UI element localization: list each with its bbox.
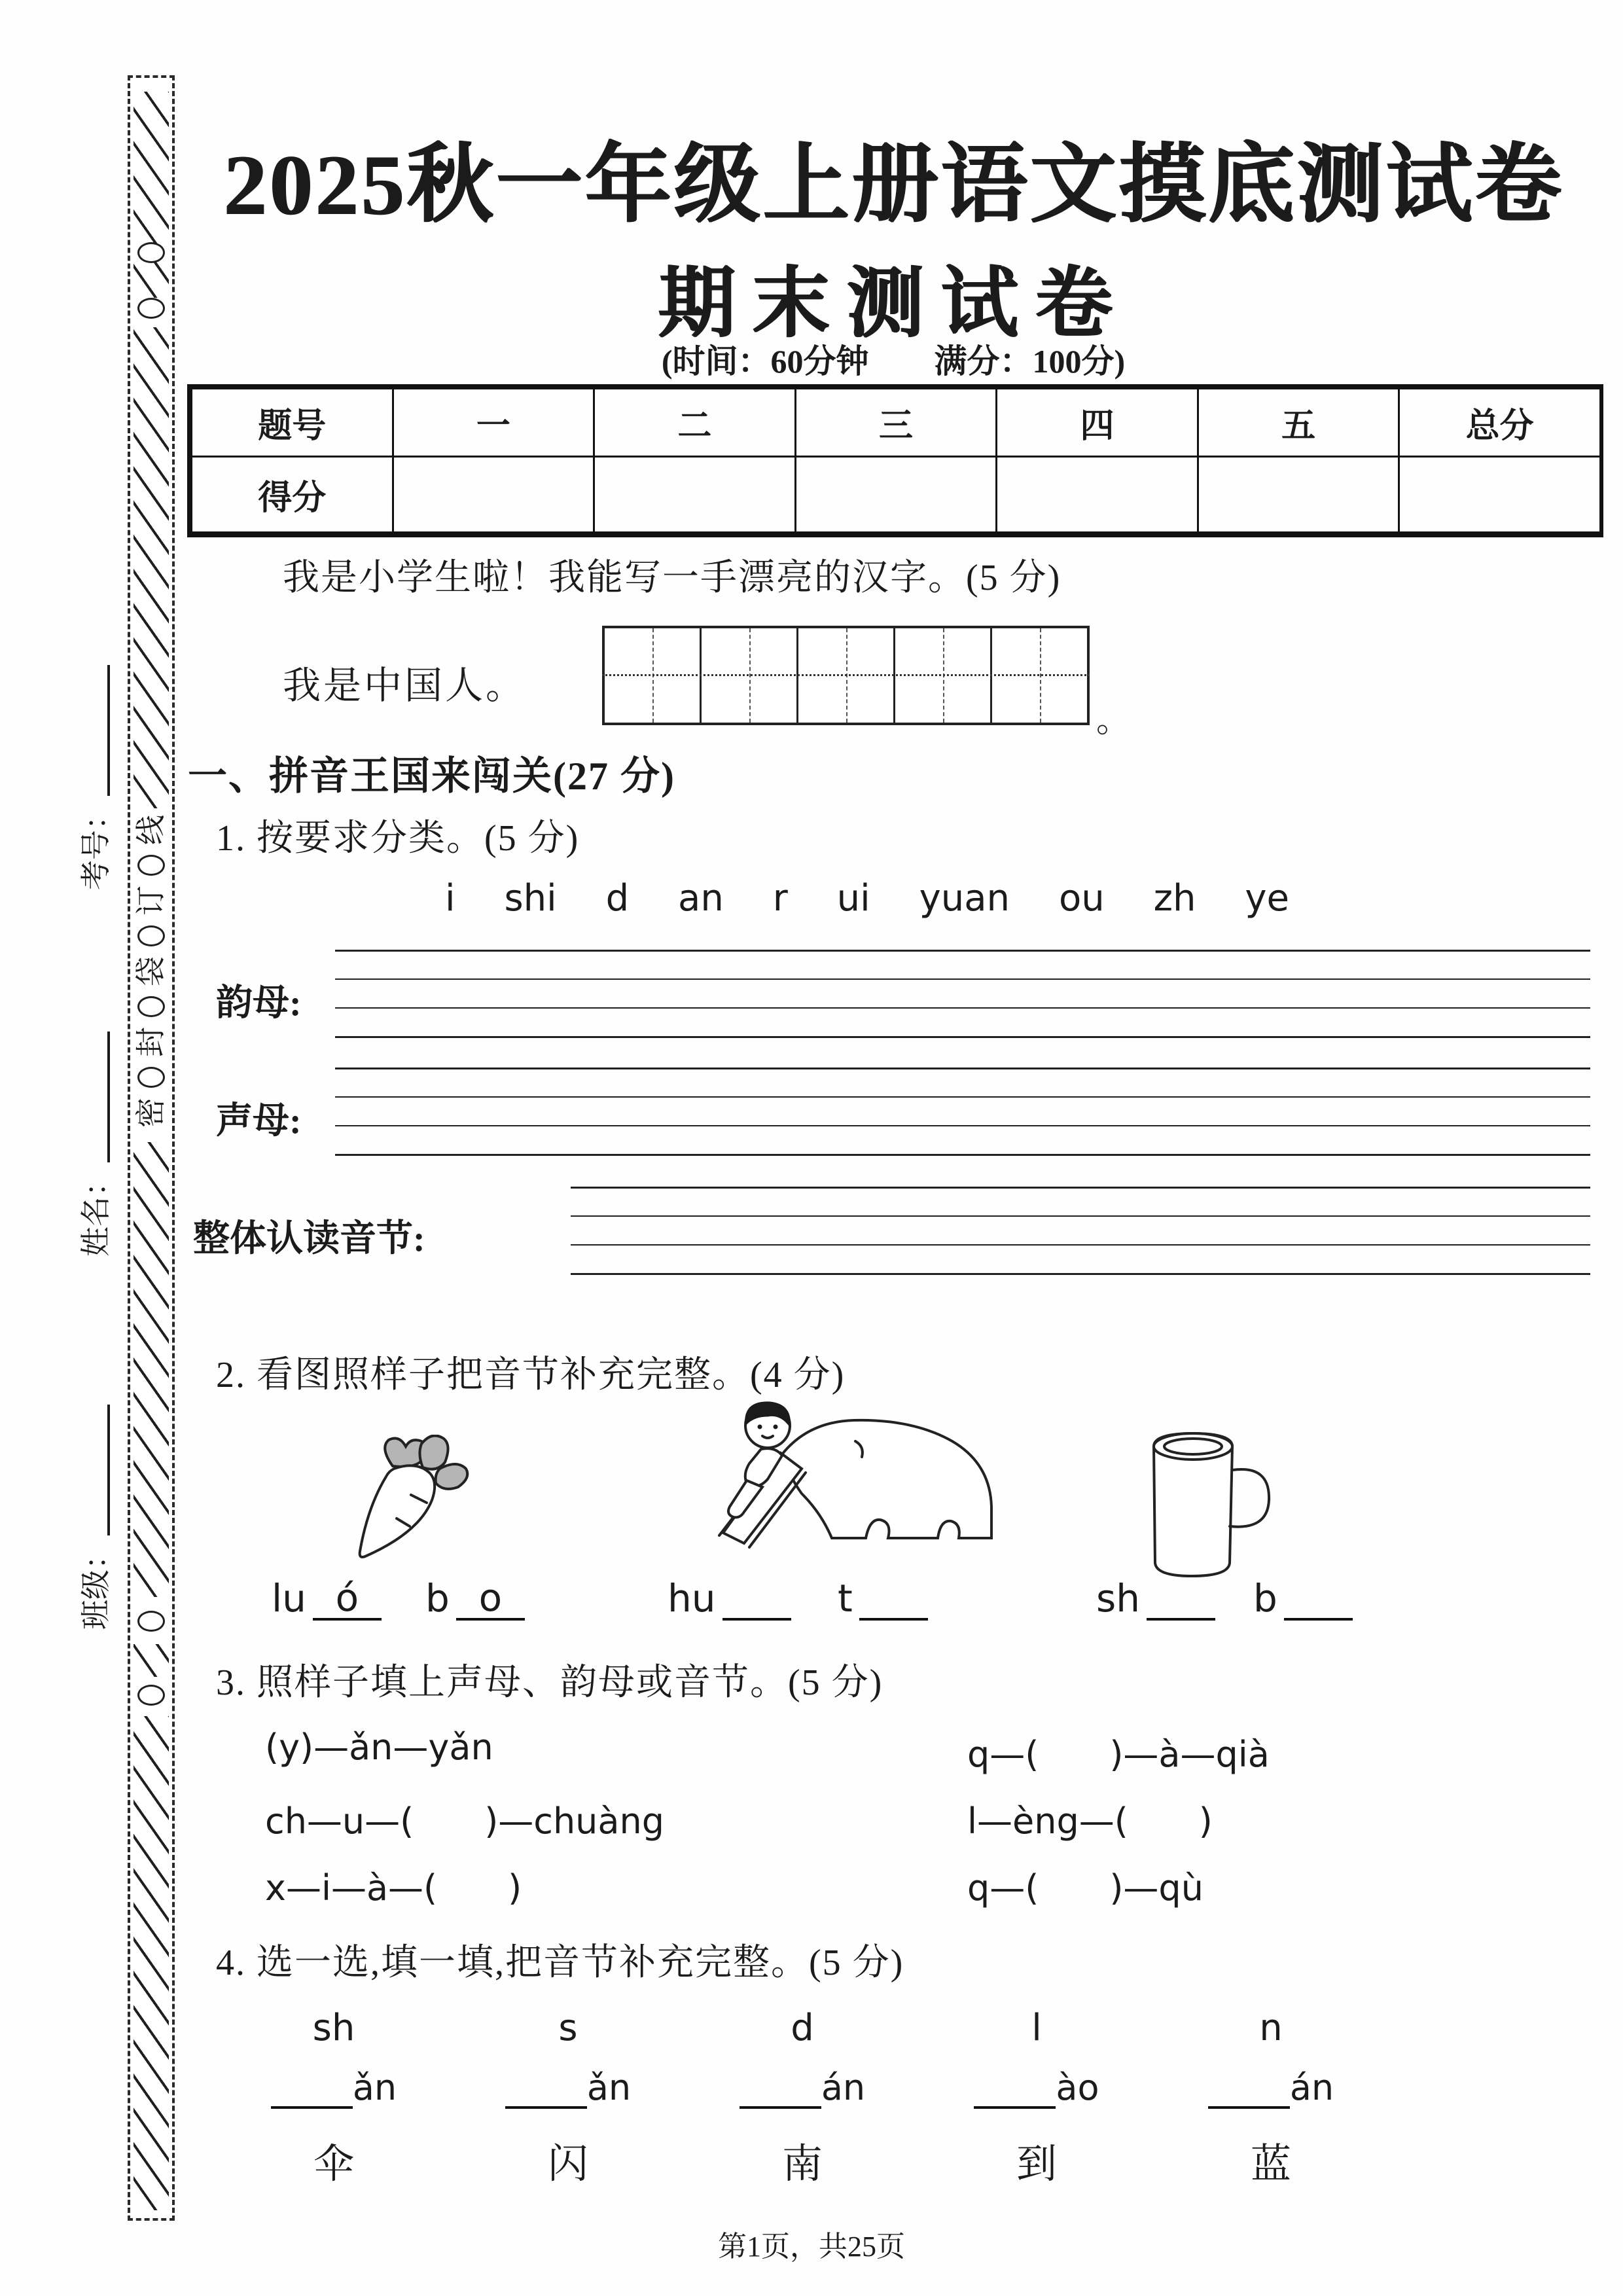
letters-to-classify — [445, 877, 1289, 920]
hanzi-char: 伞 — [313, 2142, 354, 2187]
seal-char-line: 线 — [134, 813, 168, 847]
syllable-given: t — [838, 1576, 853, 1621]
class-label: 班级： — [79, 1539, 113, 1630]
spelling-blank: l—èng—( ) — [967, 1801, 1213, 1842]
seal-line-strip — [128, 75, 175, 2221]
spelling-blank: q—( )—qù — [967, 1867, 1204, 1909]
initial-blank — [1208, 2072, 1290, 2109]
syllable-given: lu — [272, 1576, 306, 1621]
hatch-segment — [134, 327, 169, 808]
exam-number-field — [73, 602, 115, 890]
syllable-given: hu — [668, 1576, 716, 1621]
page-title: 2025秋一年级上册语文摸底测试卷 — [223, 137, 1563, 233]
score-cell — [1399, 457, 1601, 533]
syllable-given: b — [425, 1576, 450, 1621]
header-cell: 三 — [795, 389, 997, 457]
fill-blank-row — [217, 2067, 1388, 2109]
spelling-blank: ch—u—( )—chuàng — [265, 1801, 665, 1842]
hatch-segment — [134, 92, 169, 243]
final-text: ǎn — [586, 2067, 632, 2108]
hanzi-char: 到 — [1016, 2142, 1057, 2187]
hatch-segment — [134, 1716, 169, 2210]
seal-circle-icon — [137, 1685, 165, 1706]
seal-char-bag: 袋 — [134, 954, 168, 988]
syllable-blank-empty — [722, 1618, 791, 1621]
item2-label: 2. 看图照样子把音节补充完整。(4 分) — [216, 1355, 846, 1395]
letter: ye — [1245, 877, 1289, 920]
hanzi-char: 蓝 — [1250, 2142, 1291, 2187]
finals-answer-lines — [335, 950, 1590, 1039]
header-cell: 五 — [1198, 389, 1399, 457]
syllable-mug-1 — [1096, 1576, 1215, 1621]
section1-heading: 一、拼音王国来闯关(27 分) — [188, 755, 675, 798]
seal-circle-icon — [137, 1067, 165, 1088]
letter: zh — [1153, 877, 1196, 920]
seal-circle-icon — [137, 996, 165, 1017]
initial-options-row — [217, 2007, 1388, 2049]
hatch-segment — [134, 1644, 169, 1677]
class-blank — [77, 1405, 110, 1535]
seal-circle-icon — [137, 855, 165, 876]
initials-answer-lines — [335, 1067, 1590, 1157]
letter: an — [678, 877, 724, 920]
option-initial: n — [1259, 2007, 1283, 2049]
time-score-line: (时间：60分钟 满分：100分) — [661, 343, 1126, 380]
final-text: ǎn — [352, 2067, 397, 2108]
syllable-slide-1 — [668, 1576, 791, 1621]
score-row-label: 得分 — [192, 457, 393, 533]
copy-sentence: 我是中国人。 — [283, 664, 527, 707]
initial-blank — [505, 2072, 587, 2109]
option-initial: l — [1031, 2007, 1042, 2049]
student-name-field — [73, 969, 115, 1257]
seal-circle-icon — [137, 925, 165, 946]
class-field — [73, 1342, 115, 1630]
header-cell: 题号 — [192, 389, 393, 457]
spelling-example: (y)—ǎn—yǎn — [265, 1727, 493, 1768]
spelling-blank: q—( )—à—qià — [967, 1734, 1270, 1775]
header-cell: 二 — [594, 389, 796, 457]
exam-number-label: 考号： — [79, 800, 113, 890]
option-initial: d — [791, 2007, 814, 2049]
score-cell — [594, 457, 796, 533]
spelling-blank: x—i—à—( ) — [265, 1867, 522, 1909]
syllable-mug-2 — [1253, 1576, 1353, 1621]
seal-circle-icon — [137, 298, 165, 319]
writing-grid-midline — [602, 674, 1090, 676]
final-text: án — [1289, 2067, 1334, 2108]
header-cell: 总分 — [1399, 389, 1601, 457]
boy-on-slide-illustration — [684, 1395, 998, 1559]
score-table-score-row — [192, 457, 1601, 533]
whole-syllables-answer-lines — [571, 1187, 1590, 1276]
final-text: án — [821, 2067, 866, 2108]
carrot-illustration — [348, 1435, 479, 1562]
option-initial: s — [558, 2007, 578, 2049]
exam-number-blank — [77, 665, 110, 796]
hanzi-char: 闪 — [547, 2142, 588, 2187]
letter: d — [605, 877, 630, 920]
mug-illustration — [1142, 1427, 1279, 1584]
letter: ui — [836, 877, 870, 920]
initials-label: 声母: — [216, 1101, 302, 1141]
syllable-blank-empty — [1147, 1618, 1215, 1621]
initial-blank — [974, 2072, 1056, 2109]
syllable-blank-empty — [1284, 1618, 1353, 1621]
syllable-slide-2 — [838, 1576, 928, 1621]
hanzi-char: 南 — [781, 2142, 823, 2187]
letter: i — [445, 877, 455, 920]
item3-label: 3. 照样子填上声母、韵母或音节。(5 分) — [216, 1662, 883, 1703]
item1-label: 1. 按要求分类。(5 分) — [216, 818, 580, 859]
final-text: ào — [1056, 2067, 1099, 2108]
header-cell: 一 — [393, 389, 594, 457]
seal-circle-icon — [137, 242, 165, 263]
score-table — [190, 387, 1601, 533]
syllable-blank-empty — [859, 1618, 928, 1621]
seal-char-seal: 封 — [134, 1025, 168, 1059]
score-cell — [997, 457, 1198, 533]
score-cell — [393, 457, 594, 533]
intro-text: 我是小学生啦！我能写一手漂亮的汉字。(5 分) — [283, 558, 1061, 598]
student-name-label: 姓名： — [79, 1166, 113, 1257]
hanzi-row — [217, 2131, 1388, 2189]
item4-label: 4. 选一选,填一填,把音节补充完整。(5 分) — [216, 1943, 904, 1983]
finals-label: 韵母: — [216, 983, 302, 1024]
letter: r — [772, 877, 788, 920]
hatch-segment — [134, 262, 169, 298]
letter: shi — [504, 877, 557, 920]
syllable-carrot-1 — [272, 1576, 382, 1621]
seal-char-staple: 订 — [134, 884, 168, 918]
syllable-blank-filled: o — [456, 1578, 525, 1621]
seal-char-secret: 密 — [134, 1096, 168, 1130]
seal-circle-icon — [137, 1611, 165, 1632]
score-cell — [1198, 457, 1399, 533]
score-table-header-row — [192, 389, 1601, 457]
option-initial: sh — [312, 2007, 355, 2049]
syllable-given: sh — [1096, 1576, 1140, 1621]
letter: ou — [1058, 877, 1105, 920]
page-subtitle: 期末测试卷 — [657, 261, 1129, 347]
syllable-given: b — [1253, 1576, 1277, 1621]
sentence-period: 。 — [1096, 702, 1131, 740]
whole-syllables-label: 整体认读音节: — [193, 1219, 425, 1259]
syllable-carrot-2 — [425, 1576, 525, 1621]
syllable-blank-filled: ó — [313, 1578, 382, 1621]
header-cell: 四 — [997, 389, 1198, 457]
letter: yuan — [919, 877, 1010, 920]
hatch-segment — [134, 1142, 169, 1597]
score-cell — [795, 457, 997, 533]
initial-blank — [740, 2072, 821, 2109]
initial-blank — [271, 2072, 353, 2109]
student-name-blank — [77, 1031, 110, 1162]
page-number-footer: 第1页，共25页 — [718, 2231, 905, 2263]
